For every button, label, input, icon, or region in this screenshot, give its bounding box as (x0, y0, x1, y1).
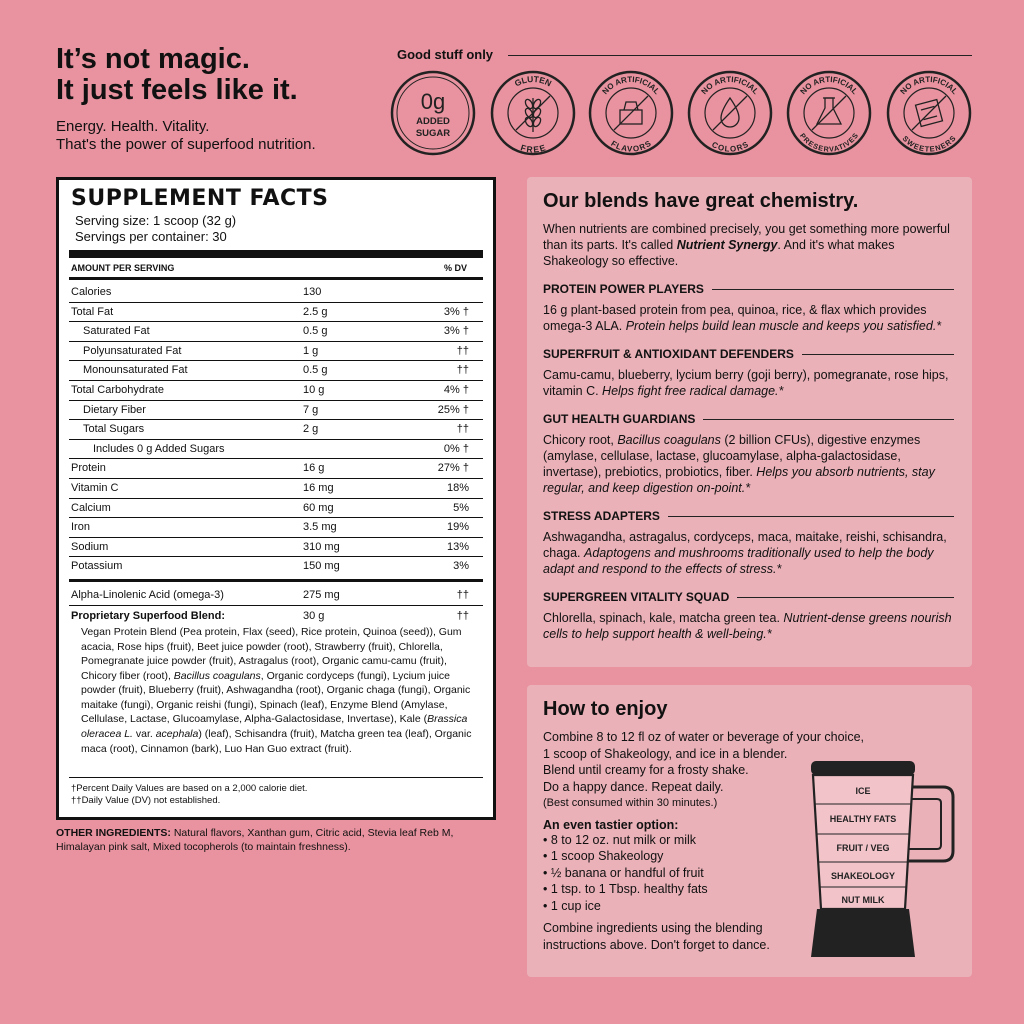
ala-row: Alpha-Linolenic Acid (omega-3) 275 mg †† (69, 582, 483, 606)
svg-text:NO ARTIFICIAL: NO ARTIFICIAL (898, 74, 960, 97)
how-to-enjoy-panel (527, 685, 972, 977)
list-item: • 1 scoop Shakeology (543, 849, 664, 864)
howto-note: (Best consumed within 30 minutes.) (543, 797, 718, 810)
layer-nut-milk: NUT MILK (841, 895, 885, 905)
other-ingredients-text: Natural flavors, Xanthan gum, Citric acid, Stevia leaf Reb M, Himalayan pink salt, Mixed tocopherols (to maintain freshness). (56, 827, 454, 853)
facts-row: Polyunsaturated Fat 1 g †† (69, 342, 483, 362)
facts-mid-rule (69, 277, 483, 280)
servings-per-container: Servings per container: 30 (75, 229, 227, 244)
list-item: • 8 to 12 oz. nut milk or milk (543, 832, 697, 847)
layer-fruit-veg: FRUIT / VEG (836, 843, 890, 853)
good-stuff-rule (508, 55, 972, 56)
facts-row: Includes 0 g Added Sugars 0% † (69, 440, 483, 460)
blend-ingredients: Vegan Protein Blend (Pea protein, Flax (seed), Rice protein, Quinoa (seed)), Gum acacia, Rose hips (fruit), Beet juice powder (root), Strawberry (fruit), Chlorella, Pomegranate juice powder (fruit), Astragalus (root), Organic camu-camu (fruit), Chicory fiber (root), Bacillus coagulans, Organic cordyceps (fungi), Lycium juice powder (fruit), Blueberry (fruit), Ashwagandha (root), Organic chaga (fungi), Organic maitake (fungi), Organic reishi (fungi), Spinach (leaf), Enzyme Blend (Amylase, Cellulase, Lactase, Glucoamylase, Alpha-Galactosidase, Invertase), Kale (Brassica oleracea L. var. acephala) (leaf), Schisandra (fruit), Matcha green tea (leaf), Organic maca (root), Cinnamon (bark), Luo Han Guo extract (fruit). (81, 625, 472, 755)
flask-icon (812, 96, 846, 130)
howto-outro: Combine ingredients using the blending instructions above. Don't forget to dance. (543, 921, 770, 952)
chemistry-intro: When nutrients are combined precisely, you get something more powerful than its parts. It's called Nutrient Synergy. And it's what makes Shakeology so effective. (543, 222, 950, 268)
svg-text:NO ARTIFICIAL: NO ARTIFICIAL (600, 74, 662, 97)
facts-column-header (69, 263, 483, 273)
gluten-free-badge (490, 70, 576, 156)
added-sugar-badge (390, 70, 476, 156)
other-ingredients (56, 826, 496, 854)
no-artificial-flavors-badge (588, 70, 674, 156)
facts-title: SUPPLEMENT FACTS (71, 186, 329, 211)
packet-icon (912, 96, 946, 130)
amount-header: AMOUNT PER SERVING (71, 263, 175, 273)
other-ingredients-label: OTHER INGREDIENTS: (56, 827, 171, 839)
footnote-1: †Percent Daily Values are based on a 2,000 calorie diet. (71, 783, 308, 794)
facts-row: Monounsaturated Fat 0.5 g †† (69, 361, 483, 381)
footnote-2: ††Daily Value (DV) not established. (71, 795, 221, 806)
svg-text:COLORS: COLORS (710, 139, 750, 154)
facts-row: Potassium 150 mg 3% (71, 560, 469, 573)
howto-instructions: Combine 8 to 12 fl oz of water or beverage of your choice, 1 scoop of Shakeology, and ice in a blender. Blend until creamy for a frosty shake. Do a happy dance. Repeat daily. (Best consumed within 30 minutes.) (543, 729, 956, 812)
section-gut-health: GUT HEALTH GUARDIANS Chicory root, Bacillus coagulans (2 billion CFUs), digestive enzymes (amylase, cellulase, lactase, glucoamylase, alpha-galactosidase, invertase), prebiotics, probiotics, fiber. Helps you absorb nutrients, stay regular, and keep digestion on-point.* (543, 412, 956, 496)
list-item: • 1 cup ice (543, 898, 601, 913)
facts-row: Sodium 310 mg 13% (69, 538, 483, 558)
blend-dv: †† (456, 609, 469, 622)
svg-text:SWEETENERS: SWEETENERS (900, 133, 958, 154)
facts-row: Total Sugars 2 g †† (69, 420, 483, 440)
good-stuff-title: Good stuff only (397, 47, 494, 62)
dv-header: % DV (443, 263, 467, 273)
section-supergreen: SUPERGREEN VITALITY SQUAD Chlorella, spinach, kale, matcha green tea. Nutrient-dense greens nourish cells to help support health & well-being.* (543, 590, 956, 642)
supplement-facts-panel (56, 177, 496, 820)
svg-text:PRESERVATIVES: PRESERVATIVES (798, 131, 860, 154)
facts-row: Calcium 60 mg 5% (69, 499, 483, 519)
section-protein: PROTEIN POWER PLAYERS 16 g plant-based protein from pea, quinoa, rice, & flax which provides omega-3 ALA. Protein helps build lean muscle and keeps you satisfied.* (543, 282, 956, 334)
headline-line-1: It’s not magic. (56, 43, 250, 75)
facts-thick-rule (69, 250, 483, 258)
blend-header (69, 608, 483, 624)
wheat-icon (516, 96, 550, 132)
headline (56, 44, 298, 106)
facts-row: Total Carbohydrate 10 g 4% † (69, 381, 483, 401)
section-superfruit: SUPERFRUIT & ANTIOXIDANT DEFENDERS Camu-camu, blueberry, lycium berry (goji berry), pomegranate, rose hips, vitamin C. Helps fight free radical damage.* (543, 347, 956, 399)
svg-text:ADDED: ADDED (416, 116, 450, 127)
facts-row: Saturated Fat 0.5 g 3% † (69, 322, 483, 342)
tagline (56, 118, 316, 154)
svg-text:FREE: FREE (519, 142, 547, 155)
list-item: • 1 tsp. to 1 Tbsp. healthy fats (543, 882, 708, 897)
svg-text:FLAVORS: FLAVORS (609, 138, 653, 154)
badge-0g: 0g (420, 89, 446, 114)
howto-title: How to enjoy (543, 698, 668, 720)
no-artificial-preservatives-badge (786, 70, 872, 156)
headline-line-2: It just feels like it. (56, 74, 298, 106)
facts-row: Calories 130 (69, 283, 483, 303)
section-stress: STRESS ADAPTERS Ashwagandha, astragalus, cordyceps, maca, maitake, reishi, schisandra, chaga. Adaptogens and mushrooms traditionally used to help the body adapt and respond to the effects of stress.* (543, 509, 956, 577)
facts-end-rule (69, 777, 483, 778)
blend-amount: 30 g (303, 609, 325, 622)
facts-row: Protein 16 g 27% † (69, 459, 483, 479)
svg-text:NO ARTIFICIAL: NO ARTIFICIAL (798, 74, 860, 97)
flavor-icon (614, 96, 648, 130)
no-artificial-sweeteners-badge (886, 70, 972, 156)
layer-ice: ICE (855, 786, 871, 796)
chemistry-title: Our blends have great chemistry. (543, 190, 859, 212)
blend-name: Proprietary Superfood Blend: (71, 609, 226, 622)
tagline-line-2: That's the power of superfood nutrition. (56, 136, 316, 153)
layer-shakeology: SHAKEOLOGY (830, 871, 896, 881)
chemistry-panel (527, 177, 972, 667)
svg-text:GLUTEN: GLUTEN (512, 73, 554, 89)
layer-healthy-fats: HEALTHY FATS (829, 814, 897, 824)
tastier-title: An even tastier option: (543, 817, 679, 832)
drop-icon (713, 96, 747, 130)
nutrient-rows (69, 283, 483, 577)
no-artificial-colors-badge (687, 70, 773, 156)
blender-illustration (803, 759, 963, 964)
facts-footnotes (71, 783, 307, 807)
tagline-line-1: Energy. Health. Vitality. (56, 118, 210, 135)
list-item: • ½ banana or handful of fruit (543, 865, 704, 880)
serving-size: Serving size: 1 scoop (32 g) (75, 213, 237, 228)
facts-row: Vitamin C 16 mg 18% (69, 479, 483, 499)
badge-row (390, 70, 980, 160)
facts-row: Iron 3.5 mg 19% (69, 518, 483, 538)
svg-text:NO ARTIFICIAL: NO ARTIFICIAL (699, 74, 761, 97)
facts-row: Dietary Fiber 7 g 25% † (69, 401, 483, 421)
svg-text:SUGAR: SUGAR (415, 128, 451, 139)
facts-row: Total Fat 2.5 g 3% † (69, 303, 483, 323)
